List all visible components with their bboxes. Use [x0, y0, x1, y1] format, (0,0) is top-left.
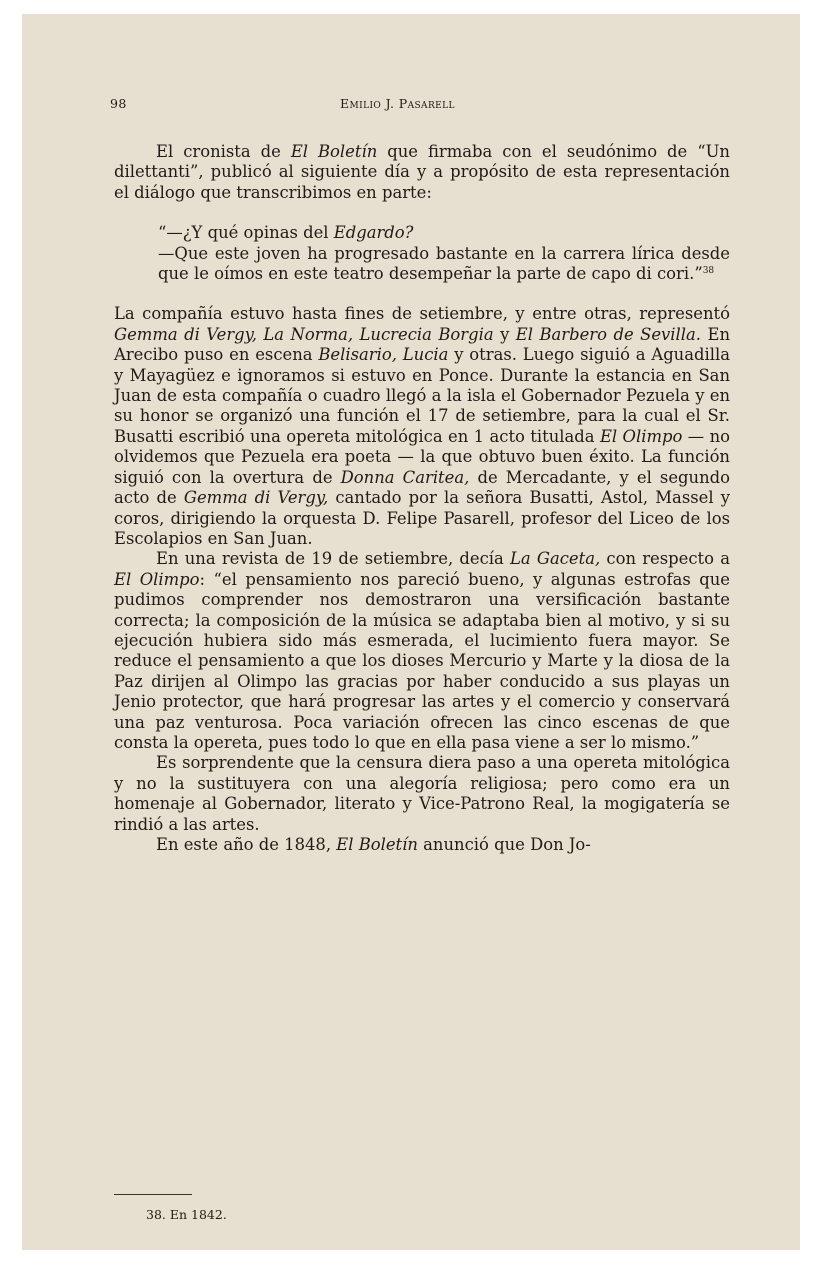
- italic-text-run: Gemma di Vergy,: [183, 488, 329, 508]
- paragraph-intro: [114, 142, 730, 203]
- italic-text-run: Gemma di Vergy, La Norma, Lucrecia Borgia: [114, 324, 494, 344]
- paragraph-gaceta: [114, 549, 730, 753]
- text-run: cantado por la señora Busatti, Astol, Massel y coros, dirigiendo la orquesta D. Felipe Pasarell, profesor del Liceo de los Escolapios en San Juan.: [114, 488, 730, 548]
- text-run: anunció que Don Jo-: [417, 835, 591, 854]
- body-text: [114, 142, 730, 855]
- text-run: —Que este joven ha progresado bastante en la carrera lírica desde que le oímos en este teatro desempeñar la parte de capo di cori.”: [158, 243, 730, 284]
- text-run: de Mercadante, y el segundo acto de: [114, 467, 731, 508]
- quote-line-question: [158, 223, 730, 243]
- paragraph-company: [114, 304, 730, 549]
- paragraph-censura: [114, 753, 730, 835]
- quote-line-answer: [158, 244, 730, 285]
- book-page: [22, 14, 800, 1250]
- italic-text-run: Donna Caritea,: [340, 467, 470, 487]
- italic-text-run: El Olimpo: [114, 569, 200, 589]
- italic-text-run: El Olimpo: [599, 426, 683, 446]
- text-run: y: [493, 324, 516, 344]
- text-run: En este año de 1848,: [156, 835, 337, 854]
- footnote-rule: [114, 1194, 192, 1195]
- text-run: El cronista de: [156, 142, 291, 161]
- text-run: En una revista de 19 de setiembre, decía: [156, 549, 510, 569]
- block-quote: [158, 223, 730, 284]
- text-run: “—¿Y qué opinas del: [158, 223, 334, 243]
- footnote: 38. En 1842.: [146, 1207, 227, 1222]
- text-run: : “el pensamiento nos pareció bueno, y algunas estrofas que pudimos comprender nos demostraron una versificación bastante correcta; la composición de la música se adaptaba bien al motivo, y si su ejecución hubiera sido más esmerada, el lucimiento fuera mayor. Se reduce el pensamiento a que los dioses Mercurio y Marte y la diosa de la Paz dirijen al Olimpo las gracias por haber conducido a sus playas un Jenio protector, que hará progresar las artes y el comercio y conservará una paz venturosa. Poca variación ofrecen las cinco escenas de que consta la opereta, pues todo lo que en ella pasa viene a ser lo mismo.”: [114, 569, 730, 752]
- text-run: y otras. Luego siguió a Aguadilla y Mayagüez e ignoramos si estuvo en Ponce. Durante la estancia en San Juan de esta compañía o cuadro llegó a la isla el Gobernador Pezuela y en su honor se organizó una función el 17 de setiembre, para la cual el Sr. Busatti escribió una opereta mitológica en 1 acto titulada: [114, 345, 731, 446]
- paragraph-1848: [114, 835, 730, 855]
- italic-text-run: Edgardo?: [333, 223, 414, 243]
- running-header: [22, 96, 800, 116]
- text-run: Es sorprendente que la censura diera paso a una opereta mitológica y no la sustituyera con una alegoría religiosa; pero como era un homenaje al Gobernador, literato y Vice-Patrono Real, la mogigatería se rindió a las artes.: [114, 753, 730, 834]
- italic-text-run: El Boletín: [290, 142, 378, 161]
- page-number: 98: [110, 96, 127, 111]
- italic-text-run: Belisario, Lucia: [318, 345, 449, 365]
- text-run: con respecto a: [600, 549, 730, 569]
- italic-text-run: El Barbero de Sevilla.: [515, 324, 702, 344]
- footnote-ref: 38: [702, 266, 715, 277]
- italic-text-run: La Gaceta,: [510, 549, 601, 569]
- text-run: — no olvidemos que Pezuela era poeta — la que obtuvo buen éxito. La función siguió con la overtura de: [114, 426, 730, 487]
- quote-answer-text: [158, 244, 730, 283]
- italic-text-run: El Boletín: [336, 835, 418, 854]
- text-run: que firmaba con el seudónimo de “Un dilettanti”, publicó al siguiente día y a propósito de esta representación el diálogo que transcribimos en parte:: [114, 142, 730, 202]
- text-run: En Arecibo puso en escena: [114, 324, 730, 365]
- running-title: Emilio J. Pasarell: [340, 96, 455, 111]
- text-run: La compañía estuvo hasta fines de setiembre, y entre otras, representó: [114, 304, 730, 324]
